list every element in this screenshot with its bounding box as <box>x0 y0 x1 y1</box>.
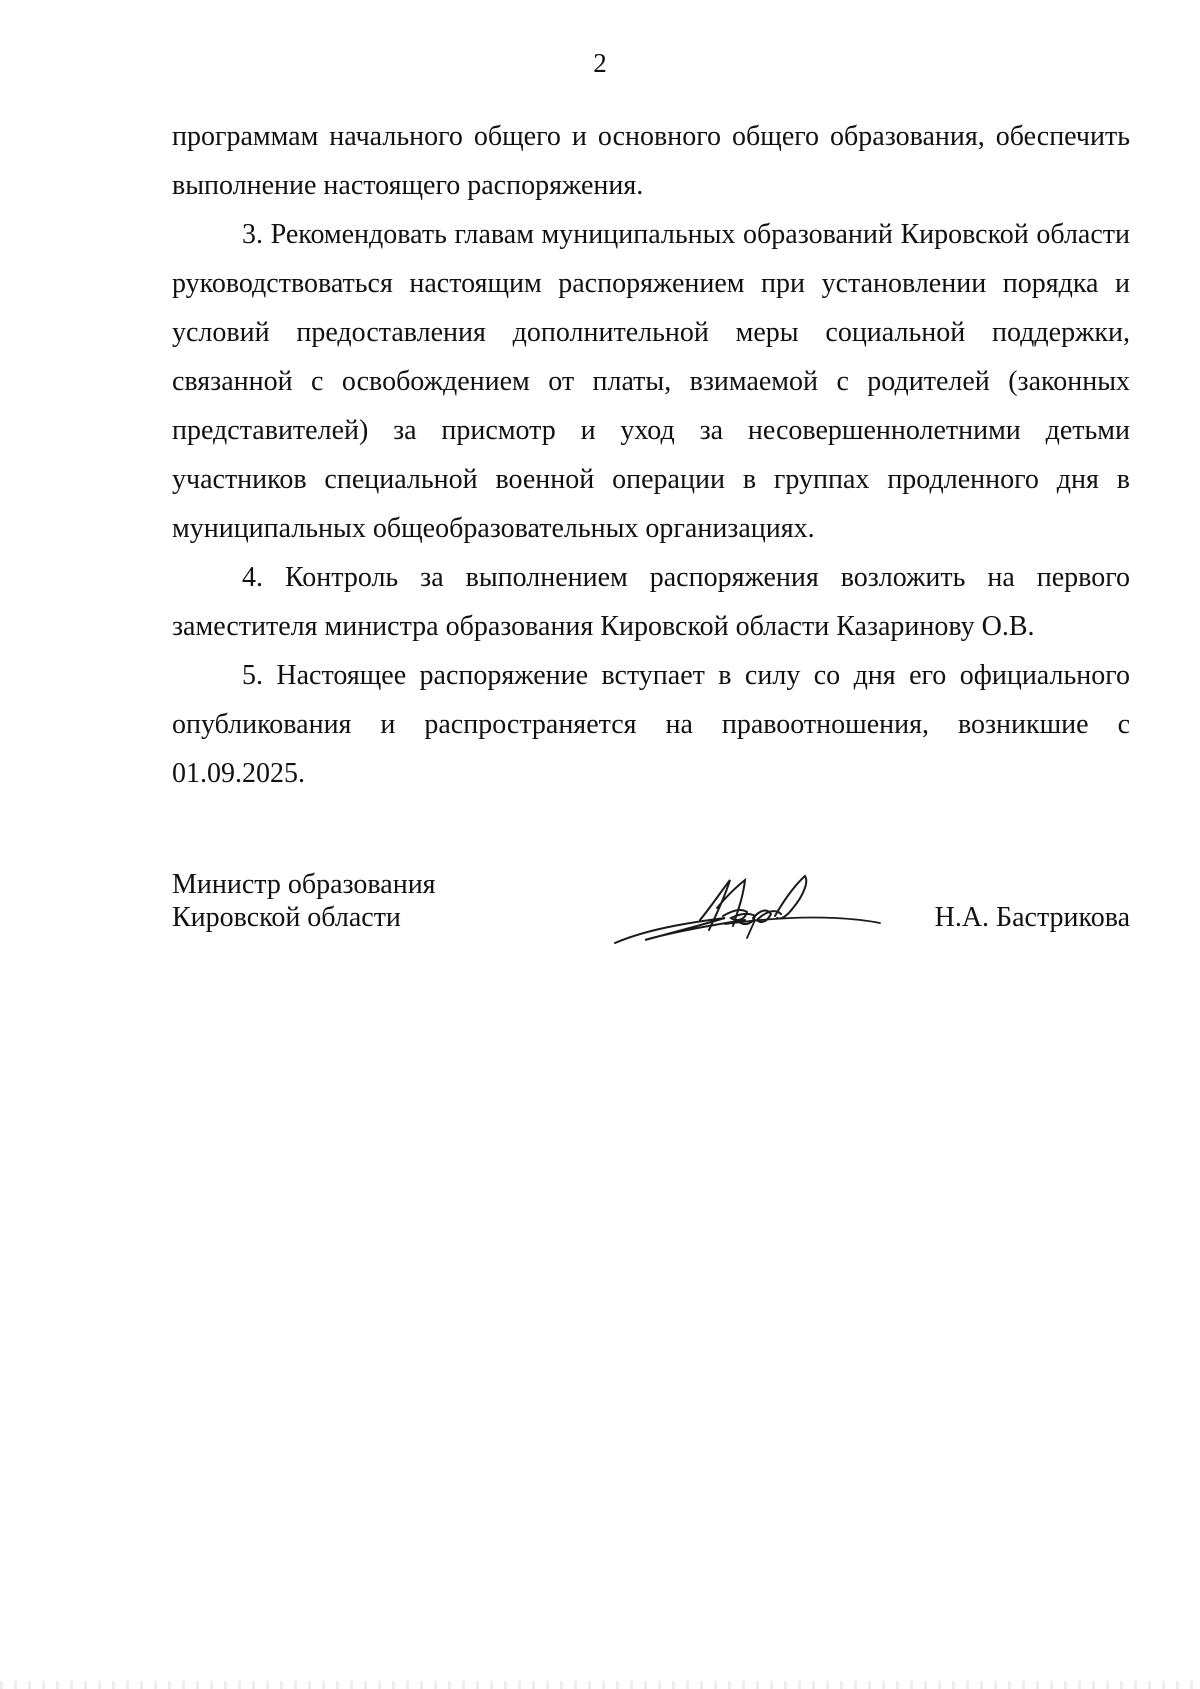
signatory-position <box>172 868 436 934</box>
paragraph-item-5: 5. Настоящее распоряжение вступает в силу со дня его официального опубликования и распространяется на правоотношения, возникшие с 01.09.2025. <box>172 660 1130 789</box>
signatory-name: Н.А. Бастрикова <box>934 902 1130 933</box>
paragraph-item-4: 4. Контроль за выполнением распоряжения возложить на первого заместителя министра образования Кировской области Казаринову О.В. <box>172 562 1130 642</box>
page-number: 2 <box>593 48 607 78</box>
paragraph-continuation: программам начального общего и основного общего образования, обеспечить выполнение настоящего распоряжения. <box>172 121 1130 201</box>
position-line-1: Министр образования <box>172 869 436 900</box>
paragraph-item-3: 3. Рекомендовать главам муниципальных образований Кировской области руководствоваться настоящим распоряжением при установлении порядка и условий предоставления дополнительной меры социальной поддержки, связанной с освобождением от платы, взимаемой с родителей (законных представителей) за присмотр и уход за несовершеннолетними детьми участников специальной военной операции в группах продленного дня в муниципальных общеобразовательных организациях. <box>172 219 1130 544</box>
document-body <box>172 112 1130 798</box>
position-line-2: Кировской области <box>172 902 401 933</box>
handwritten-signature <box>605 868 885 953</box>
scan-edge-artifact <box>0 1681 1200 1689</box>
